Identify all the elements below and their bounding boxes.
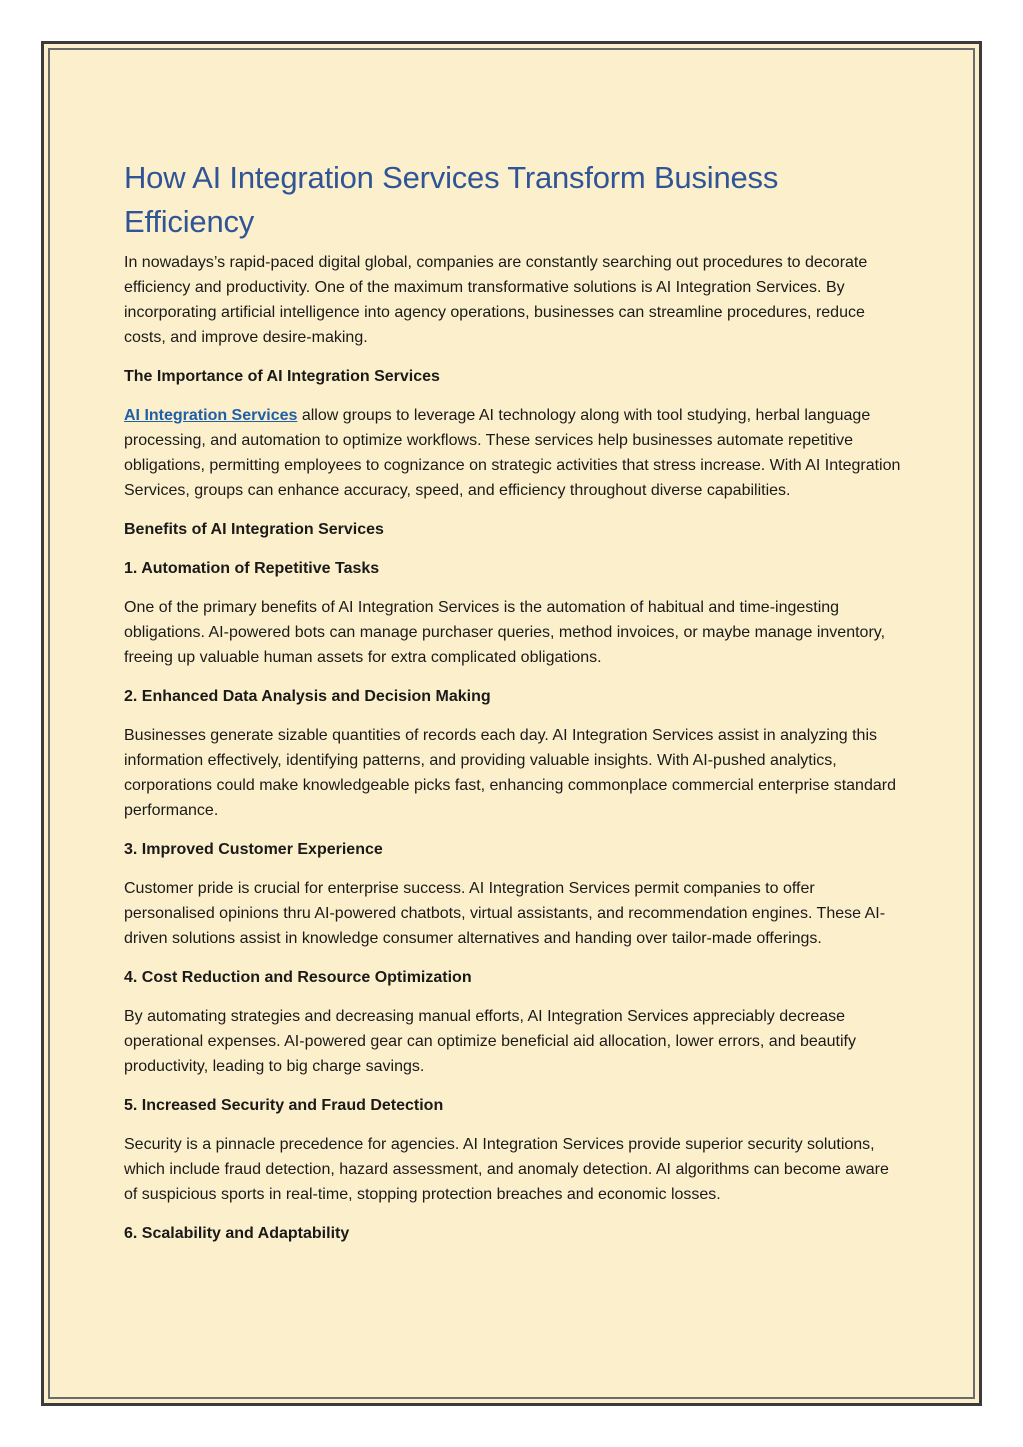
document-title: How AI Integration Services Transform Business Efficiency bbox=[124, 160, 779, 239]
benefit-2-body: Businesses generate sizable quantities of records each day. AI Integration Services assist in analyzing this information effectively, identifying patterns, and providing valuable insights. With AI-pushed analytics, corporations could make knowledgeable picks fast, enhancing commonplace commercial enterprise standard performance. bbox=[124, 727, 896, 819]
benefit-5-heading: 5. Increased Security and Fraud Detection bbox=[124, 1097, 444, 1114]
benefit-6-heading: 6. Scalability and Adaptability bbox=[124, 1225, 350, 1242]
importance-heading: The Importance of AI Integration Services bbox=[124, 368, 440, 385]
benefit-4-heading: 4. Cost Reduction and Resource Optimization bbox=[124, 969, 472, 986]
benefit-4-body: By automating strategies and decreasing manual efforts, AI Integration Services appreciably decrease operational expenses. AI-powered gear can optimize beneficial aid allocation, lower errors, and beautify productivity, leading to big charge savings. bbox=[124, 1008, 856, 1075]
document-page bbox=[41, 41, 982, 1406]
document-content bbox=[124, 156, 904, 1260]
benefit-3-heading: 3. Improved Customer Experience bbox=[124, 841, 383, 858]
benefit-1-heading: 1. Automation of Repetitive Tasks bbox=[124, 560, 380, 577]
intro-paragraph: In nowadays’s rapid-paced digital global, companies are constantly searching out procedures to decorate efficiency and productivity. One of the maximum transformative solutions is AI Integration Services. By incorporating artificial intelligence into agency operations, businesses can streamline procedures, reduce costs, and improve desire-making. bbox=[124, 254, 868, 346]
benefit-1-body: One of the primary benefits of AI Integration Services is the automation of habitual and time-ingesting obligations. AI-powered bots can manage purchaser queries, method invoices, or maybe manage inventory, freeing up valuable human assets for extra complicated obligations. bbox=[124, 599, 886, 666]
importance-paragraph bbox=[124, 403, 904, 503]
ai-integration-services-link[interactable]: AI Integration Services bbox=[124, 407, 298, 424]
benefits-heading: Benefits of AI Integration Services bbox=[124, 521, 384, 538]
benefit-5-body: Security is a pinnacle precedence for agencies. AI Integration Services provide superior security solutions, which include fraud detection, hazard assessment, and anomaly detection. AI algorithms can become aware of suspicious sports in real-time, stopping protection breaches and economic losses. bbox=[124, 1136, 889, 1203]
benefit-2-heading: 2. Enhanced Data Analysis and Decision Making bbox=[124, 688, 491, 705]
importance-body: allow groups to leverage AI technology along with tool studying, herbal language processing, and automation to optimize workflows. These services help businesses automate repetitive obligations, permitting employees to cognizance on strategic activities that stress increase. With AI Integration Services, groups can enhance accuracy, speed, and efficiency throughout diverse capabilities. bbox=[124, 407, 901, 499]
benefit-3-body: Customer pride is crucial for enterprise success. AI Integration Services permit companies to offer personalised opinions thru AI-powered chatbots, virtual assistants, and recommendation engines. These AI-driven solutions assist in knowledge consumer alternatives and handing over tailor-made offerings. bbox=[124, 880, 886, 947]
